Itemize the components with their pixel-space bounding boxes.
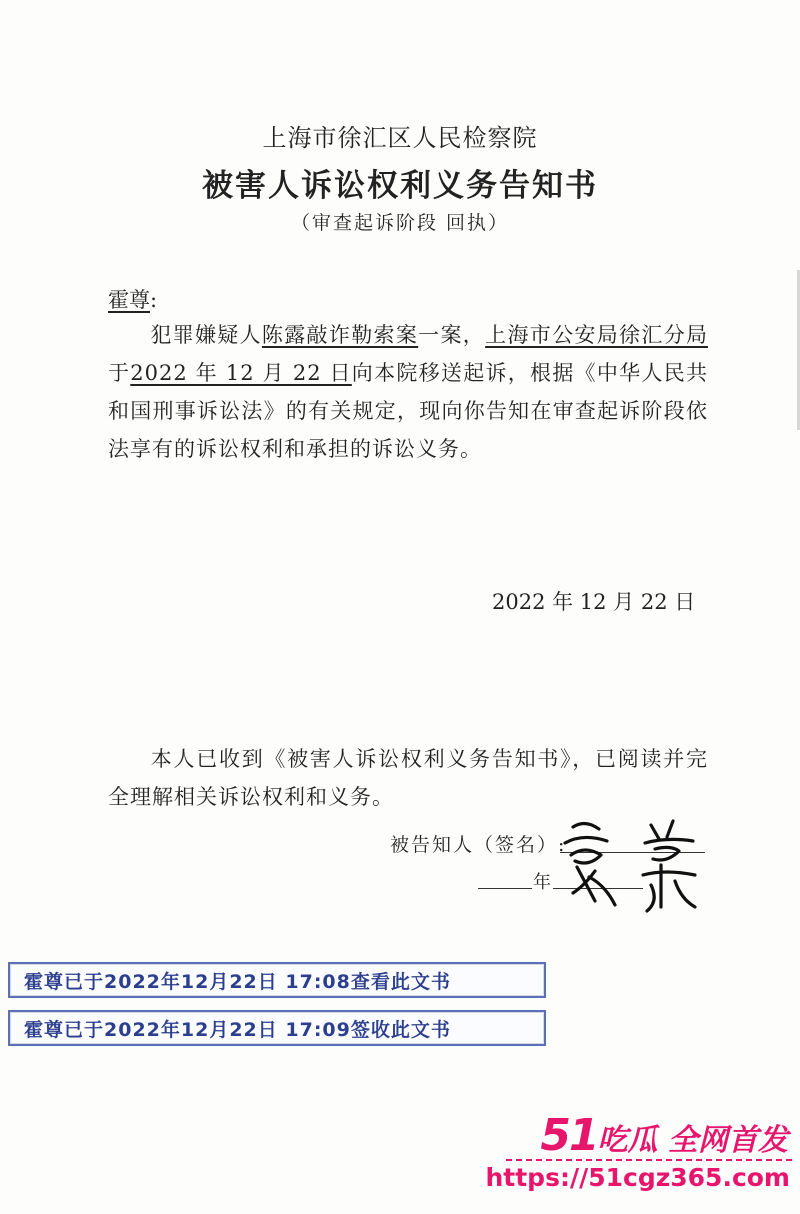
view-record-stamp: 霍尊已于2022年12月22日 17:08查看此文书	[8, 962, 546, 998]
receipt-text: 本人已收到《被害人诉讼权利义务告知书》，已阅读并完全理解相关诉讼权利和义务。	[108, 747, 708, 809]
watermark-url: https://51cgz365.com	[485, 1163, 790, 1192]
document-subtitle: （审查起诉阶段 回执）	[290, 212, 510, 234]
addressee-name: 霍尊	[108, 288, 150, 312]
document-title: 被害人诉讼权利义务告知书	[202, 168, 598, 204]
case-name: 陈露敲诈勒索案	[261, 323, 419, 347]
body-mid: 一案，	[418, 323, 486, 347]
signer-label: 被告知人（签名）:	[390, 834, 567, 856]
watermark-divider-icon	[506, 1158, 796, 1162]
watermark-brand	[540, 1110, 788, 1161]
body-prefix: 犯罪嫌疑人	[150, 323, 262, 347]
body-rest: 向本院移送起诉，根据《中华人民共和国刑事诉讼法》的有关规定，现向你告知在审查起诉阶段依法享有的诉讼权利和承担的诉讼义务。	[108, 361, 709, 461]
procuratorate-name: 上海市徐汇区人民检察院	[262, 124, 538, 152]
handwritten-signature	[555, 815, 715, 915]
body-mid2: 于	[108, 361, 131, 385]
notice-date: 2022 年 12 月 22 日	[492, 590, 696, 614]
year-blank-line	[478, 888, 532, 889]
addressee-line	[108, 284, 157, 314]
transfer-date: 2022 年 12 月 22 日	[130, 361, 352, 385]
year-label: 年	[533, 872, 551, 893]
notice-body	[108, 316, 708, 468]
watermark-number: 51	[540, 1110, 598, 1161]
watermark-slogan: 吃瓜 全网首发	[597, 1123, 788, 1158]
receipt-record-stamp: 霍尊已于2022年12月22日 17:09签收此文书	[8, 1010, 546, 1046]
receipt-statement	[108, 740, 708, 816]
addressee-colon: :	[150, 288, 158, 312]
transferring-agency: 上海市公安局徐汇分局	[485, 323, 709, 347]
